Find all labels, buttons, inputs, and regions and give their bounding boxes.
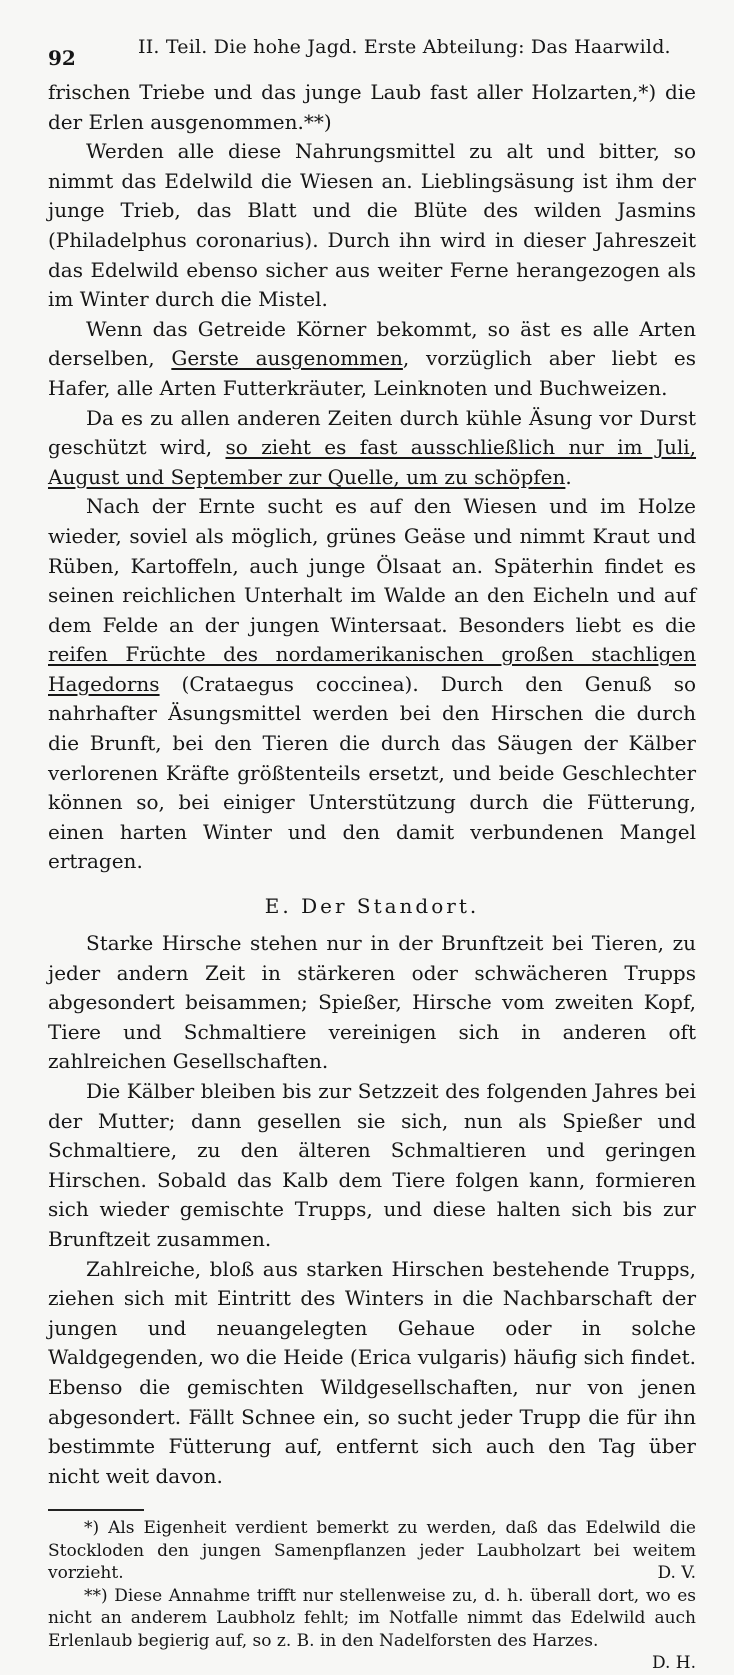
section-heading: E. Der Standort. [264, 894, 480, 919]
running-head: II. Teil. Die hohe Jagd. Erste Abteilung: Das Haarwild. [138, 36, 671, 58]
paragraph [48, 315, 696, 404]
footnote-text: *) Als Eigenheit verdient bemerkt zu werden, daß das Edelwild die Stockloden den jungen Samenpflanzen jeder Laubholzart bei weitem vorzieht. [48, 1518, 696, 1584]
page-header [48, 36, 698, 68]
paragraph: Starke Hirsche stehen nur in der Brunftzeit bei Tieren, zu jeder andern Zeit in stärkeren oder schwächeren Trupps abgesondert beisammen; Spießer, Hirsche vom zweiten Kopf, Tiere und Schmaltiere vereinigen sich in anderen oft zahlreichen Gesellschaften. [48, 931, 696, 1074]
footnote-divider [48, 1509, 144, 1511]
paragraph-text: . [565, 464, 572, 489]
footnote-signature: D. H. [651, 1653, 696, 1674]
paragraph-text: (Crataegus coccinea). Durch den Genuß so nahrhafter Äsungsmittel werden bei den Hirschen die durch die Brunft, bei den Tieren die durch das Säugen der Kälber verlorenen Kräfte größtenteils ersetzt, und beide Geschlechter können so, bei einiger Unterstützung durch die Fütterung, einen harten Winter und den damit verbundenen Mangel ertragen. [48, 671, 696, 874]
paragraph-text: , vorzüglich aber liebt es Hafer, alle Arten Futterkräuter, Leinknoten und Buchweizen. [48, 346, 696, 400]
footnote [48, 1517, 696, 1585]
footnote [48, 1585, 696, 1674]
underlined-text: so zieht es fast ausschließlich nur im Juli, August und September zur Quelle, um zu schöpfen [48, 435, 697, 489]
paragraph: Die Kälber bleiben bis zur Setzzeit des folgenden Jahres bei der Mutter; dann gesellen sie sich, nun als Spießer und Schmaltiere, zu den älteren Schmaltieren und geringen Hirschen. Sobald das Kalb dem Tiere folgen kann, formieren sich wieder gemischte Trupps, und diese halten sich bis zur Brunftzeit zusammen. [48, 1079, 696, 1251]
page-number: 92 [48, 46, 76, 70]
paragraph: Werden alle diese Nahrungsmittel zu alt und bitter, so nimmt das Edelwild die Wiesen an. Lieblingsäsung ist ihm der junge Trieb, das Blatt und die Blüte des wilden Jasmins (Philadelphus coronarius). Durch ihn wird in dieser Jahreszeit das Edelwild ebenso sicher aus weiter Ferne herangezogen als im Winter durch die Mistel. [48, 139, 696, 312]
paragraph [48, 492, 696, 877]
paragraph-text: Wenn das Getreide Körner bekommt, so äst es alle Arten derselben, [48, 316, 696, 371]
paragraph-text: Nach der Ernte sucht es auf den Wiesen und im Holze wieder, soviel als möglich, grünes Geäse und nimmt Kraut und Rüben, Kartoffeln, auch junge Ölsaat an. Späterhin findet es seinen reichlichen Unterhalt im Walde an den Eicheln und auf dem Felde an der jungen Wintersaat. Besonders liebt es die [48, 494, 696, 637]
paragraph: frischen Triebe und das junge Laub fast aller Holzarten,*) die der Erlen ausgenommen.**) [48, 80, 696, 134]
underlined-text: Gerste ausgenommen [171, 346, 403, 371]
footnote-text: **) Diese Annahme trifft nur stellenweise zu, d. h. überall dort, wo es nicht an anderem Laubholz fehlt; im Notfalle nimmt das Edelwild auch Erlenlaub begierig auf, so z. B. in den Nadelforsten des Harzes. [48, 1585, 696, 1651]
body-text [48, 78, 696, 1675]
paragraph [48, 404, 696, 493]
underlined-text: reifen Früchte des nordamerikanischen großen stachligen Hagedorns [48, 642, 696, 696]
paragraph-text: Da es zu allen anderen Zeiten durch kühle Äsung vor Durst geschützt wird, [48, 405, 696, 460]
paragraph: Zahlreiche, bloß aus starken Hirschen bestehende Trupps, ziehen sich mit Eintritt des Winters in die Nachbarschaft der jungen und neuangelegten Gehaue oder in solche Waldgegenden, wo die Heide (Erica vulgaris) häufig sich findet. Ebenso die gemischten Wildgesellschaften, nur von jenen abgesondert. Fällt Schnee ein, so sucht jeder Trupp die für ihn bestimmte Fütterung auf, entfernt sich auch den Tag über nicht weit davon. [48, 1256, 696, 1488]
footnote-signature: D. V. [657, 1563, 696, 1584]
